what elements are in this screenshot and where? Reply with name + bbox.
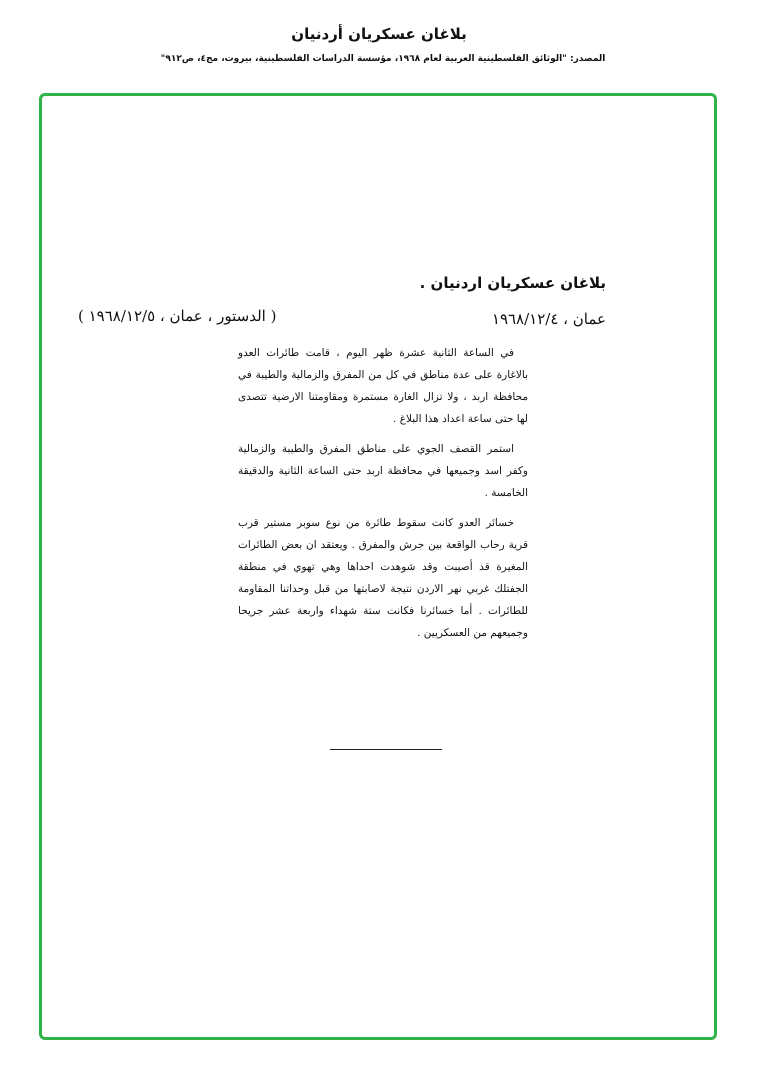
source-citation: المصدر: "الوثائق الفلسطينية العربية لعام ١٩٦٨، مؤسسة الدراسات الفلسطينية، بيروت، مج٤، ص٩١٢" (160, 54, 606, 64)
document-heading: بلاغان عسكريان اردنيان . (419, 274, 606, 292)
closing-rule (330, 749, 442, 750)
page-title: بلاغان عسكريان أردنيان (291, 25, 467, 43)
paragraph: خسائر العدو كانت سقوط طائرة من نوع سوبر مستير قرب قرية رحاب الواقعة بين جرش والمفرق . ويعتقد ان بعض الطائرات المغيرة قد أصيبت وقد شوهدت احداها وهي تهوي في منطقة الجفتلك غربي نهر الاردن نتيجة لاصابتها من قبل وحداتنا المقاومة للطائرات . أما خسائرنا فكانت ستة شهداء واربعة عشر جريحا وجميعهم من العسكريين . (238, 517, 528, 639)
paragraph: استمر القصف الجوي على مناطق المفرق والطيبة والزمالية وكفر اسد وجميعها في محافظة اربد حتى الساعة الثانية والدقيقة الخامسة . (238, 443, 528, 499)
paragraph: في الساعة الثانية عشرة ظهر اليوم ، قامت طائرات العدو بالاغارة على عدة مناطق في كل من المفرق والزمالية والطيبة في محافظة اربد ، ولا تزال الغارة مستمرة ومقاومتنا الارضية تتصدى لها حتى ساعة اعداد هذا البلاغ . (238, 347, 528, 425)
dateline (70, 303, 606, 329)
date-source: ( الدستور ، عمان ، ١٩٦٨/١٢/٥ ) (78, 307, 277, 325)
date-local: عمان ، ١٩٦٨/١٢/٤ (491, 310, 606, 328)
document-body (238, 342, 528, 652)
